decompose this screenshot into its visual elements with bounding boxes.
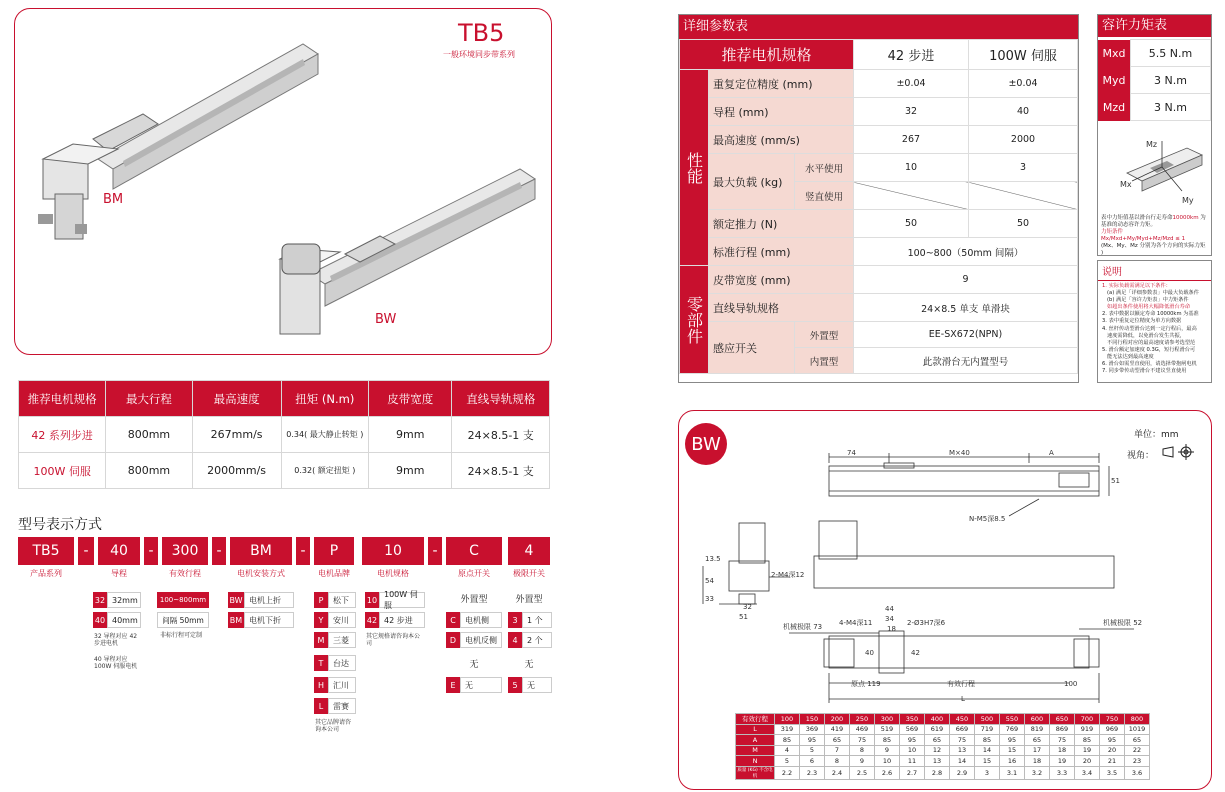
svg-text:A: A [1049,449,1054,457]
row-value: 9 [854,266,1078,294]
row-value: 267 [854,126,969,154]
brand-option: Y 安川 [314,612,356,628]
mount-option: BM 电机下折 [228,612,294,628]
axis-label: My [1182,196,1194,205]
svg-text:34: 34 [885,615,894,623]
code-label: 产品系列 [30,569,62,578]
product-subtitle: 一般环境同步带系列 [443,50,515,59]
svg-text:13.5: 13.5 [705,555,721,563]
svg-text:33: 33 [705,595,714,603]
code-tb5: TB5 [18,537,74,565]
notes-title: 说明 [1098,261,1211,281]
svg-text:44: 44 [885,605,894,613]
stroke-step: 间隔 50mm [157,612,209,628]
limit-head: 外置型 [515,595,543,605]
row-value-empty [969,182,1078,210]
code-dash: - [212,537,226,565]
group-performance: 性能 [680,70,709,266]
torque-value: 3 N.m [1131,67,1211,94]
code-dash: - [78,537,94,565]
summary-header: 直线导轨规格 [452,381,550,417]
table-cell: 800mm [106,417,192,453]
svg-text:4-M4深11: 4-M4深11 [839,619,873,627]
row-value: 3 [969,154,1078,182]
row-sublabel: 竖直使用 [795,182,854,210]
brand-option: M 三菱 [314,632,356,648]
row-label: 皮带宽度 (mm) [709,266,854,294]
torque-key: Mxd [1098,40,1131,67]
code-label: 电机规格 [377,569,409,578]
row-value: 24×8.5 单支 单滑块 [854,294,1078,322]
torque-key: Mzd [1098,94,1131,121]
row-value: 此款滑台无内置型号 [854,348,1078,374]
row-value: 100~800（50mm 间隔） [854,238,1078,266]
row-sublabel: 内置型 [795,348,854,374]
limit-none: 无 [524,660,534,670]
row-label: 额定推力 (N) [709,210,854,238]
brand-note: 其它品牌请咨询本公司 [315,719,352,733]
product-card [14,8,552,355]
stroke-note: 非标行程可定制 [160,632,203,639]
table-row: L 319 369 419 469 519 569 619 669 719 769 819 869 919 969 1019 [736,724,1150,735]
table-cell: 267mm/s [192,417,281,453]
svg-text:32: 32 [743,603,752,611]
code-lead: 40 [98,537,140,565]
table-cell: 0.34( 最大静止转矩 ) [281,417,368,453]
summary-header: 皮带宽度 [369,381,452,417]
mount-option: BW 电机上折 [228,592,294,608]
table-row: 质量 (KG) 不含电机 2.2 2.3 2.4 2.5 2.6 2.7 2.8 2.9 3 3.1 3.2 3.3 3.4 3.5 3.6 [736,766,1150,779]
code-label: 电机安装方式 [237,569,285,578]
summary-header: 最大行程 [106,381,192,417]
notes-box [1097,260,1212,383]
code-brand: P [314,537,354,565]
svg-text:机械极限 73: 机械极限 73 [783,623,823,631]
code-dash: - [296,537,310,565]
motor-note: 其它规格请咨询本公司 [366,633,421,647]
svg-text:N-M5深8.5: N-M5深8.5 [969,515,1006,523]
table-cell: 0.32( 额定扭矩 ) [281,453,368,489]
row-value-empty [854,182,969,210]
torque-title: 容许力矩表 [1098,15,1211,37]
table-cell: 2000mm/s [192,453,281,489]
axis-label: Mz [1146,140,1158,149]
table-cell: 100W 伺服 [19,453,106,489]
code-label: 导程 [111,569,127,578]
table-cell: 800mm [106,453,192,489]
origin-none: 无 [469,660,479,670]
notes-body: 1. 实际负载需满足以下条件： (a) 满足「详细参数表」中最大负载条件 (b) 满足「容许力矩表」中力矩条件 如超出条件使用将大幅降低滑台寿命 2. 表中数据以额定寿命 10000km 为基准 3. 表中重复定位精度为单方向数据 4. 丝杆传动型滑台达到一定行程后，最高 速度需降低，以免滑台发生共振， 不同行程对应的最高速度请参考选型范 5. 滑台额定加速度 0.3G，短行程滑台可 能无法达到最高速度 6. 滑台如需竖直使用，请选择带抱闸电机 7. 同步带传动型滑台不建议竖直使用 [1102,283,1199,375]
origin-option: C 电机侧 [446,612,502,628]
svg-text:有效行程: 有效行程 [947,680,975,688]
stroke-range: 100~800mm [157,592,209,608]
row-value: 32 [854,98,969,126]
summary-header: 推荐电机规格 [19,381,106,417]
brand-option: P 松下 [314,592,356,608]
svg-text:51: 51 [739,613,748,621]
code-mount: BM [230,537,292,565]
row-sublabel: 水平使用 [795,154,854,182]
svg-text:74: 74 [847,449,856,457]
svg-text:2-M4深12: 2-M4深12 [771,571,805,579]
table-row: A 85 95 65 75 85 95 65 75 85 95 65 75 85 95 65 [736,735,1150,746]
code-label: 极限开关 [513,569,545,578]
dimension-table [735,713,1150,780]
row-value: ±0.04 [854,70,969,98]
svg-text:42: 42 [911,649,920,657]
limit-option: 4 2 个 [508,632,552,648]
row-label: 标准行程 (mm) [709,238,854,266]
row-value: 50 [969,210,1078,238]
svg-text:原点 119: 原点 119 [851,680,881,688]
row-value: 2000 [969,126,1078,154]
lead-note: 40 导程对应 100W 伺服电机 [94,656,138,670]
table-cell: 9mm [369,453,452,489]
svg-text:2-Ø3H7深6: 2-Ø3H7深6 [907,619,946,627]
torque-diagram [1102,133,1207,213]
svg-text:40: 40 [865,649,874,657]
detail-title: 详细参数表 [679,15,1078,39]
code-label: 原点开关 [458,569,490,578]
limit-option: 3 1 个 [508,612,552,628]
bw-badge: BW [685,423,727,465]
table-cell: 24×8.5-1 支 [452,417,550,453]
svg-text:机械极限 52: 机械极限 52 [1103,619,1143,627]
table-row: M 4 5 7 8 9 10 12 13 14 15 17 18 19 20 22 [736,745,1150,756]
code-stroke: 300 [162,537,208,565]
table-row: 有效行程 100 150 200 250 300 350 400 450 500 550 600 650 700 750 800 [736,714,1150,725]
origin-option: D 电机反侧 [446,632,502,648]
detail-head: 推荐电机规格 [680,40,854,70]
lead-note: 32 导程对应 42 步进电机 [94,633,138,647]
technical-drawing [679,411,1211,711]
brand-option: L 雷赛 [314,698,356,714]
svg-text:M×40: M×40 [949,449,970,457]
label-bm: BM [103,192,124,207]
table-row [19,453,550,489]
row-label: 最大负载 (kg) [709,154,795,210]
bw-illustration [270,154,545,344]
torque-key: Myd [1098,67,1131,94]
summary-table [18,380,550,489]
view-label: 视角： [1127,451,1155,461]
table-cell: 42 系列步进 [19,417,106,453]
row-value: 10 [854,154,969,182]
torque-value: 3 N.m [1131,94,1211,121]
code-label: 电机品牌 [318,569,350,578]
row-label: 感应开关 [709,322,795,374]
row-value: ±0.04 [969,70,1078,98]
code-dash: - [428,537,442,565]
row-value: 50 [854,210,969,238]
row-value: EE-SX672(NPN) [854,322,1078,348]
row-label: 直线导轨规格 [709,294,854,322]
code-limit: 4 [508,537,550,565]
torque-value: 5.5 N.m [1131,40,1211,67]
summary-header-row [19,381,550,417]
group-parts: 零部件 [680,266,709,374]
row-label: 最高速度 (mm/s) [709,126,854,154]
detail-head: 100W 伺服 [969,40,1078,70]
code-dash: - [144,537,158,565]
torque-table [1097,14,1212,256]
svg-text:18: 18 [887,625,896,633]
svg-text:100: 100 [1064,680,1078,688]
summary-header: 扭矩 (N.m) [281,381,368,417]
origin-head: 外置型 [460,595,488,605]
model-code-title: 型号表示方式 [18,517,102,533]
motor-option: 42 42 步进 [365,612,425,628]
limit-option: 5 无 [508,677,552,693]
lead-option: 32 32mm [93,592,141,608]
brand-option: T 台达 [314,655,356,671]
code-motor: 10 [362,537,424,565]
svg-text:54: 54 [705,577,714,585]
svg-text:51: 51 [1111,477,1120,485]
code-origin: C [446,537,502,565]
torque-grid [1098,39,1211,121]
table-row: N 5 6 8 9 10 11 13 14 15 16 18 19 20 21 23 [736,756,1150,767]
detail-head: 42 步进 [854,40,969,70]
code-label: 有效行程 [169,569,201,578]
detail-grid [679,39,1078,374]
lead-option: 40 40mm [93,612,141,628]
summary-header: 最高速度 [192,381,281,417]
label-bw: BW [375,312,397,327]
row-sublabel: 外置型 [795,322,854,348]
row-label: 重复定位精度 (mm) [709,70,854,98]
table-row [19,417,550,453]
row-label: 导程 (mm) [709,98,854,126]
brand-option: H 汇川 [314,677,356,693]
unit-label: 单位：mm [1134,430,1179,440]
motor-option: 10 100W 伺服 [365,592,425,608]
origin-option: E 无 [446,677,502,693]
axis-label: Mx [1120,180,1132,189]
table-cell: 9mm [369,417,452,453]
table-cell: 24×8.5-1 支 [452,453,550,489]
product-title: TB5 [458,19,505,47]
row-value: 40 [969,98,1078,126]
detail-table [678,14,1079,383]
svg-text:L: L [961,695,965,703]
torque-note: 表中力矩值基以滑台行走寿命10000km 为基准的动态容许力矩。 力矩条件 Mx/Mxd+My/Myd+Mz/Mzd ≤ 1 (Mx、My、Mz 分别为各个方向的实际力矩 ) [1101,215,1206,256]
